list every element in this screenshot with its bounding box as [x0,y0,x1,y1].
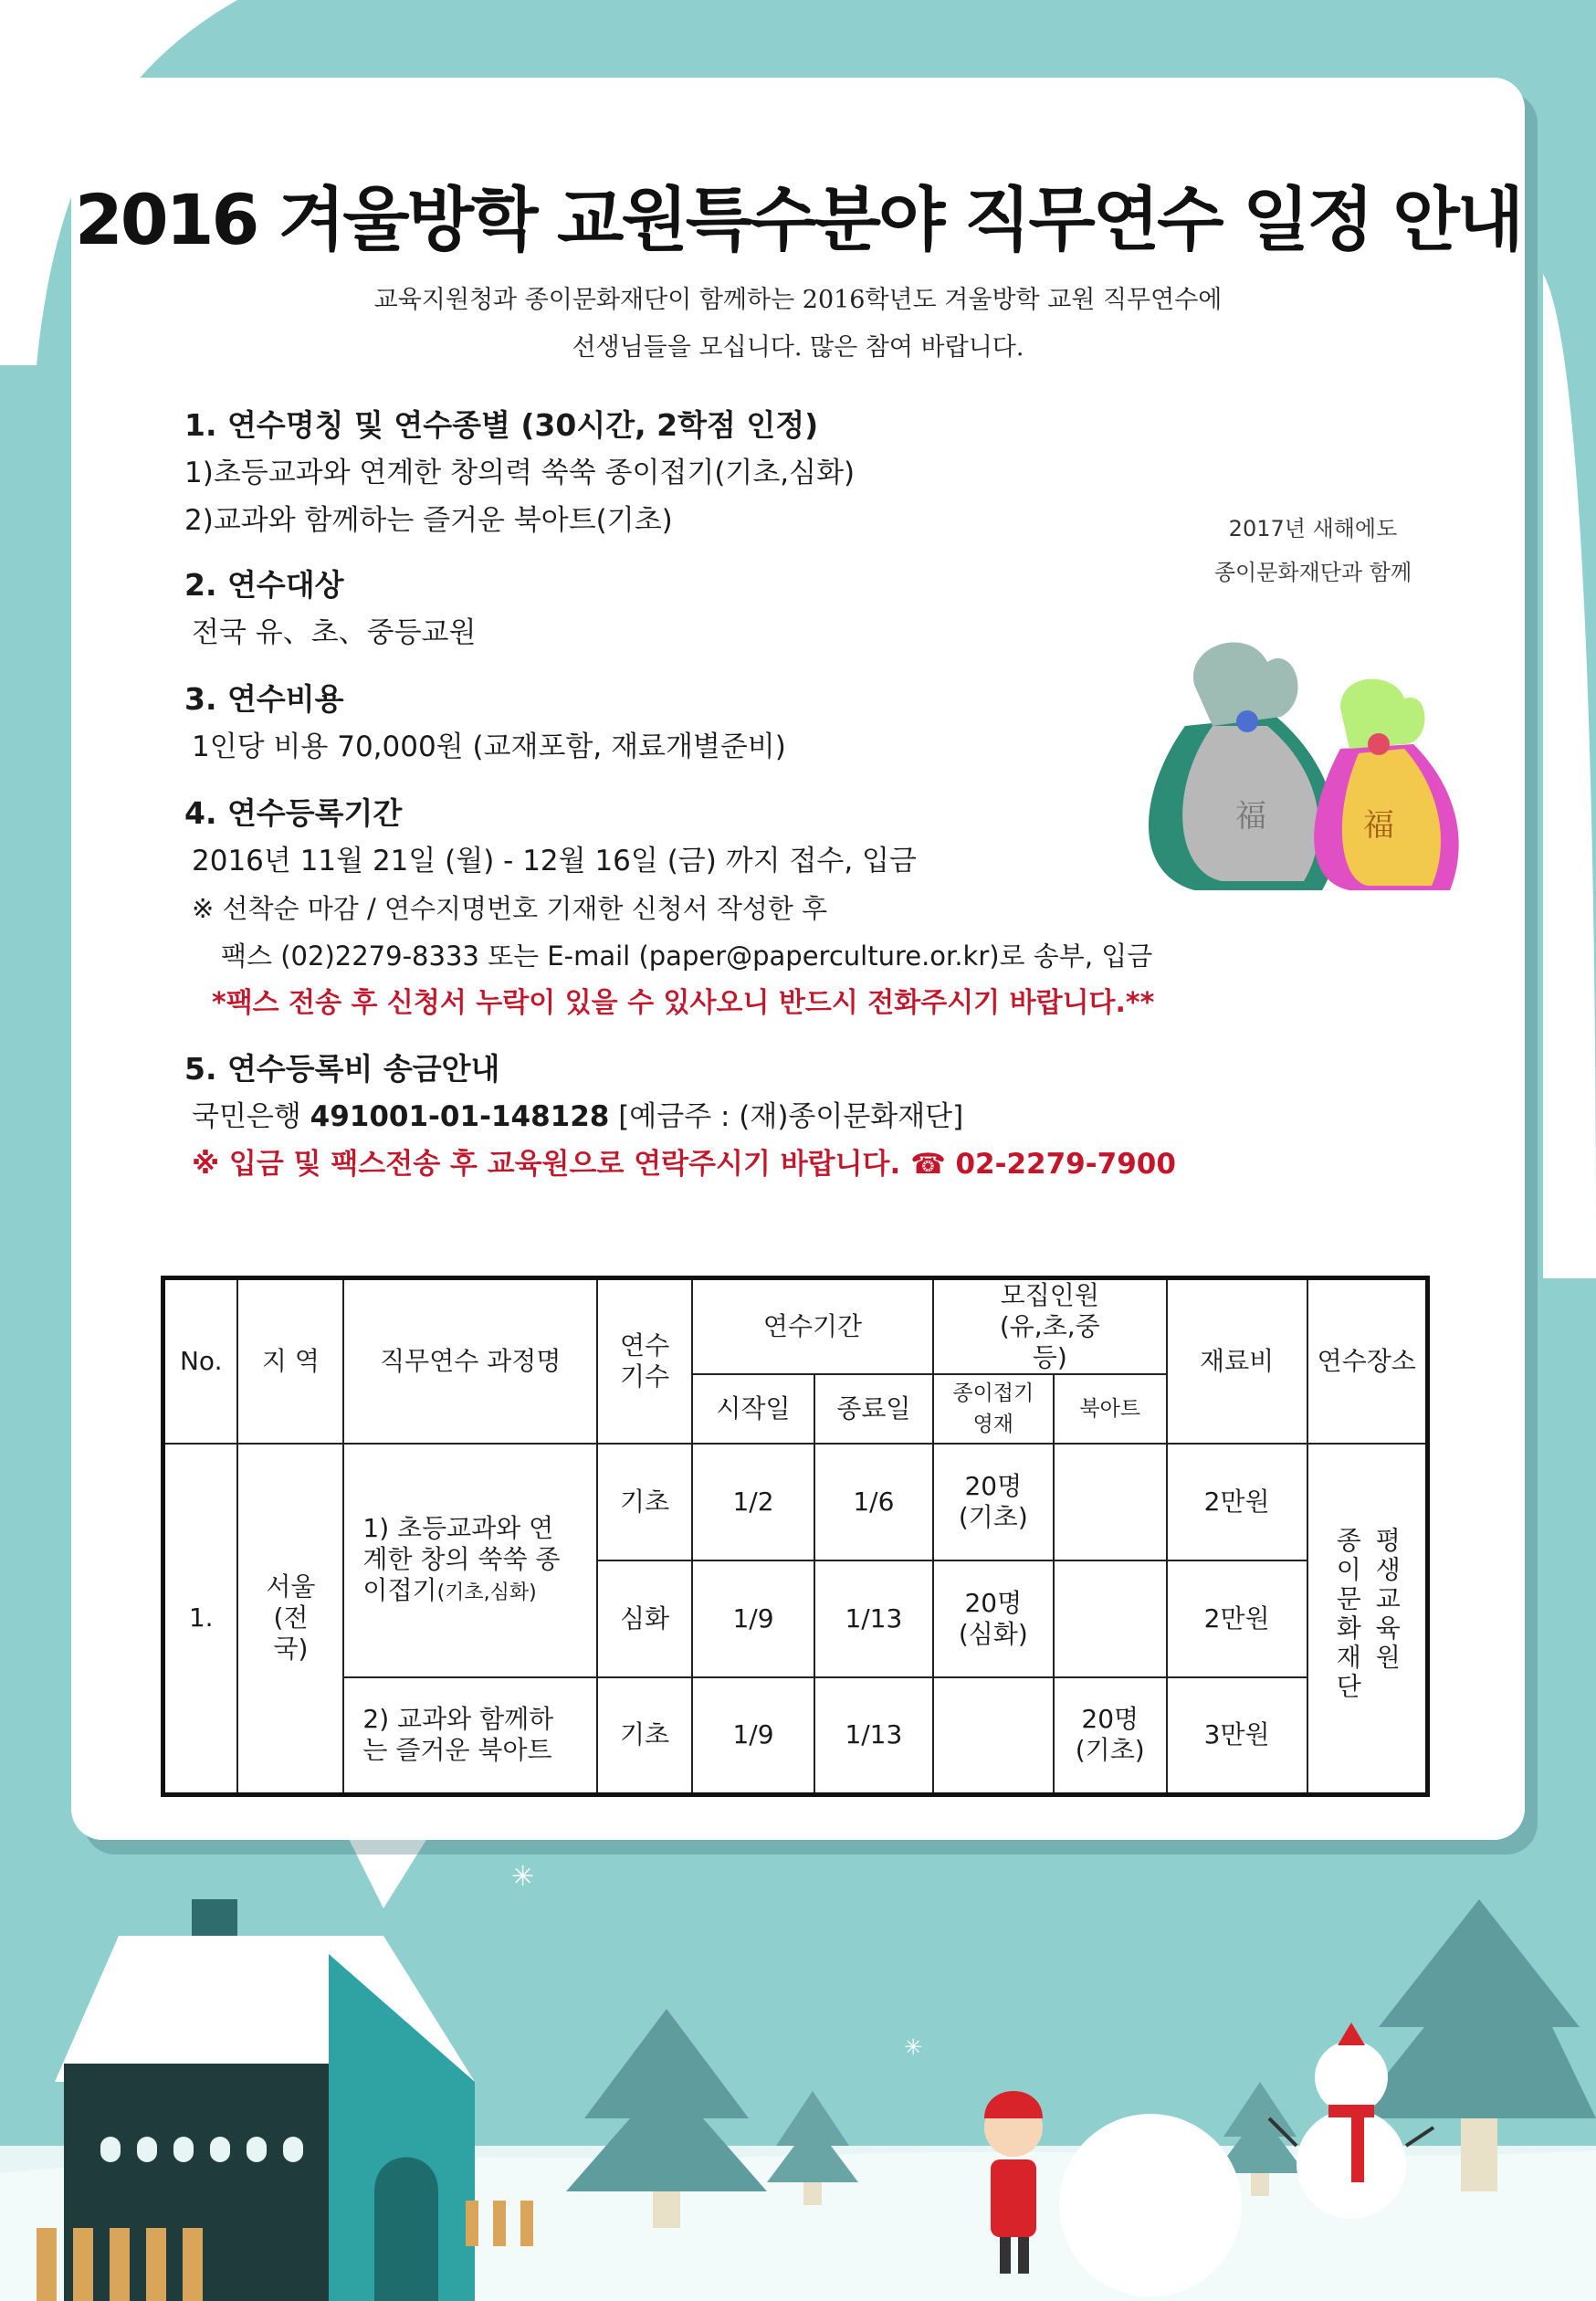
cell-term: 심화 [597,1560,692,1677]
header-term: 연수 기수 [597,1278,692,1445]
snowball-icon [1059,2114,1242,2296]
snowflake-icon: ✳ [904,2034,923,2060]
cell-venue [1307,1444,1428,1794]
table-row [163,1444,1428,1560]
header-period: 연수기간 [692,1278,933,1375]
cell-region: 서울 (전국) [237,1444,343,1794]
cell-end: 1/6 [814,1444,933,1560]
cell-start: 1/2 [692,1444,814,1560]
cell-fee: 2만원 [1167,1444,1307,1560]
schedule-table [161,1276,1430,1797]
period-note-1: ※ 선착순 마감 / 연수지명번호 기재한 신청서 작성한 후 [192,893,828,924]
header-recruit: 모집인원 (유,초,중등) [933,1278,1167,1375]
snowflake-icon: ✳ [511,1861,535,1893]
table-header-row [163,1278,1428,1375]
cell-origami: 20명 (기초) [933,1444,1054,1560]
bank-name: 국민은행 [192,1100,310,1133]
cell-bookart [1054,1560,1167,1677]
payment-notice: ※ 입금 및 팩스전송 후 교육원으로 연락주시기 바랍니다. ☎ 02-2279-7900 [192,1148,1176,1181]
section-target [166,562,476,657]
header-bookart: 북아트 [1054,1374,1167,1444]
cell-origami: 20명 (심화) [933,1560,1054,1677]
house-icon [37,1899,533,2301]
intro-line-1: 교육지원청과 종이문화재단이 함께하는 2016학년도 겨울방학 교원 직무연수에 [373,286,1223,314]
header-region: 지 역 [237,1278,343,1445]
header-end: 종료일 [814,1374,933,1444]
cell-end: 1/13 [814,1677,933,1794]
section-cost [166,676,786,771]
period-note-2: 팩스 (02)2279-8333 또는 E-mail (paper@paperculture.or.kr)로 송부, 입금 [221,940,1153,972]
cell-start: 1/9 [692,1677,814,1794]
venue-line-2: 평생교육원 [1371,1527,1402,1674]
header-no: No. [163,1278,238,1445]
cell-course-2: 2) 교과와 함께하는 즐거운 북아트 [343,1677,597,1794]
bank-account-line [166,1093,1176,1140]
lucky-bag-icon [1130,607,1477,909]
note-line-2: 종이문화재단과 함께 [1213,560,1412,585]
cell-origami [933,1677,1054,1794]
cell-fee: 3만원 [1167,1677,1307,1794]
section-heading: 4. 연수등록기간 [184,795,403,831]
header-course: 직무연수 과정명 [343,1278,597,1445]
winter-scene-illustration [0,1844,1596,2301]
section-course-name [166,402,855,544]
cell-no: 1. [163,1444,238,1794]
intro-line-2: 선생님들을 모십니다. 많은 참여 바랍니다. [572,333,1024,362]
notice-card [71,78,1525,1840]
course-1-sub: (기초,심화) [436,1581,537,1604]
header-origami: 종이접기 영재 [933,1374,1054,1444]
fax-warning: *팩스 전송 후 신청서 누락이 있을 수 있사오니 반드시 전화주시기 바랍니다.** [212,987,1155,1019]
account-number: 491001-01-148128 [310,1100,610,1133]
cell-start: 1/9 [692,1560,814,1677]
section-heading: 1. 연수명칭 및 연수종별 (30시간, 2학점 인정) [184,407,819,443]
section-heading: 5. 연수등록비 송금안내 [184,1051,500,1087]
cell-term: 기초 [597,1677,692,1794]
cost-text: 1인당 비용 70,000원 (교재포함, 재료개별준비) [192,730,786,763]
header-venue: 연수장소 [1307,1278,1428,1445]
cell-course-1 [343,1444,597,1677]
account-holder: [예금주 : (재)종이문화재단] [609,1100,964,1133]
venue-line-1: 종이문화재단 [1332,1527,1363,1703]
cell-bookart [1054,1444,1167,1560]
section-registration-period [166,790,1154,1027]
cell-bookart: 20명 (기초) [1054,1677,1167,1794]
header-start: 시작일 [692,1374,814,1444]
course-item-1: 1)초등교과와 연계한 창의력 쑥쑥 종이접기(기초,심화) [184,457,856,489]
note-line-1: 2017년 새해에도 [1228,516,1398,541]
course-item-2: 2)교과와 함께하는 즐거운 북아트(기초) [184,504,673,537]
period-text: 2016년 11월 21일 (월) - 12월 16일 (금) 까지 접수, 입금 [192,845,917,877]
table-row [163,1677,1428,1794]
intro-text [71,277,1525,372]
cell-end: 1/13 [814,1560,933,1677]
section-payment [166,1045,1176,1188]
page-title: 2016 겨울방학 교원특수분야 직무연수 일정 안내 [74,179,1522,260]
target-text: 전국 유、초、중등교원 [192,616,477,649]
svg-text:福: 福 [1363,807,1394,844]
section-heading: 3. 연수비용 [184,681,344,717]
cell-fee: 2만원 [1167,1560,1307,1677]
new-year-note [1158,507,1468,594]
section-heading: 2. 연수대상 [184,567,344,603]
cell-term: 기초 [597,1444,692,1560]
header-fee: 재료비 [1167,1278,1307,1445]
course-1-name: 1) 초등교과와 연계한 창의 쑥쑥 종이접기 [362,1512,561,1605]
svg-text:福: 福 [1235,798,1266,835]
